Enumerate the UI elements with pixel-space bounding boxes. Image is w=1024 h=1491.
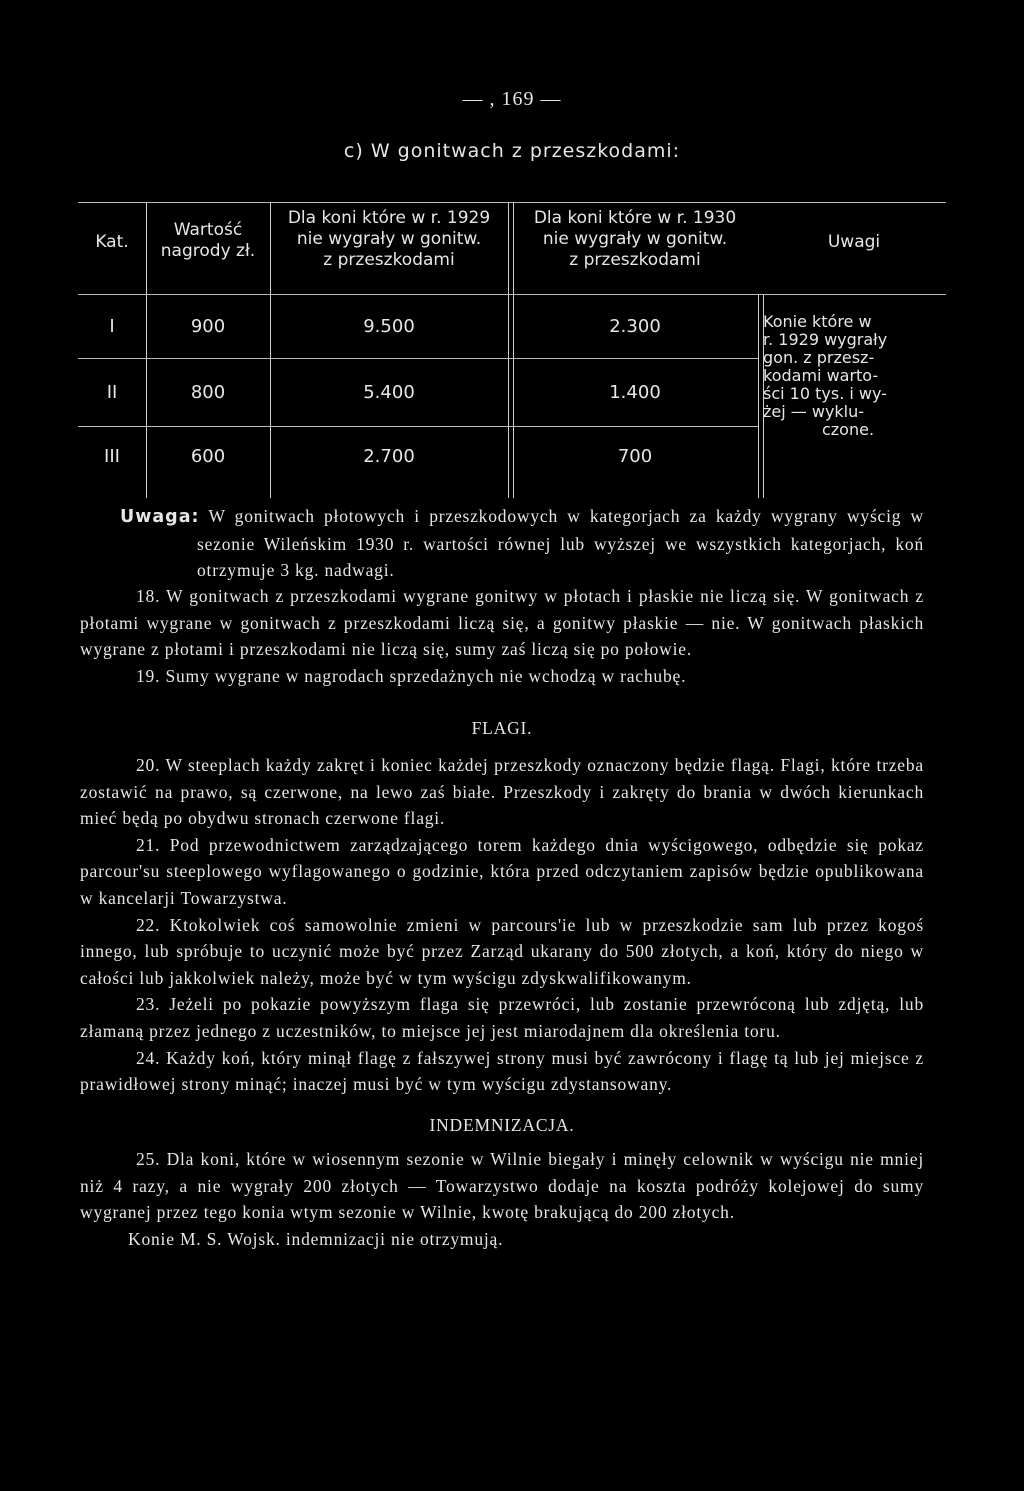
row-3-1930: 700 — [617, 446, 653, 467]
paragraph-26: Konie M. S. Wojsk. indemnizacji nie otrzymują. — [128, 1229, 504, 1250]
row-1-wartosc: 900 — [190, 316, 226, 337]
row-1-1930: 2.300 — [609, 316, 661, 337]
remarks-line: Konie które w — [763, 312, 872, 331]
header-wartosc — [146, 220, 270, 262]
row-2-1930: 1.400 — [609, 382, 661, 403]
row-3-1929: 2.700 — [363, 446, 415, 467]
paragraph-21: 21. Pod przewodnictwem zarządzającego torem każdego dnia wyścigowego, odbędzie się pokaz parcour'su steeplowego wyflagowanego o godzinie, która przed odczytaniem zapisów będzie opublikowana w kancelarji Towarzystwa. — [80, 834, 924, 908]
row-2-wartosc: 800 — [190, 382, 226, 403]
paragraph-22: 22. Ktokolwiek coś samowolnie zmieni w parcours'ie lub w przeszkodzie sam lub przez kogoś innego, lub spróbuje to uczynić może być przez Zarząd ukarany do 500 złotych, a koń, który do niego w całości lub jakkolwiek należy, może być w tym wyścigu zdyskwalifikowanym. — [80, 914, 924, 988]
header-rule — [78, 294, 946, 295]
uwaga-label: Uwaga: — [120, 507, 200, 527]
row-2-1929: 5.400 — [363, 382, 415, 403]
remarks-line: czone. — [821, 420, 875, 439]
paragraph-19: 19. Sumy wygrane w nagrodach sprzedażnych nie wchodzą w rachubę. — [136, 665, 687, 686]
header-1930-line: z przeszkodami — [569, 250, 701, 270]
page-number: — , 169 — — [462, 88, 562, 110]
row-1-kat: I — [109, 316, 115, 337]
header-1929-line: z przeszkodami — [323, 250, 455, 270]
body-text — [80, 583, 924, 1253]
header-1929 — [270, 208, 508, 271]
prize-table — [78, 200, 946, 500]
row-rule — [78, 358, 758, 359]
remarks-line: gon. z przesz- — [763, 348, 875, 367]
remarks-line: kodami warto- — [763, 366, 879, 385]
row-rule — [78, 426, 758, 427]
header-1929-line: nie wygrały w gonitw. — [296, 229, 482, 249]
row-3-wartosc: 600 — [190, 446, 226, 467]
header-wartosc-line: Wartość — [173, 220, 243, 240]
header-wartosc-line: nagrody zł. — [160, 241, 256, 261]
header-1929-line: Dla koni które w r. 1929 — [287, 208, 491, 228]
heading-indemnizacja: INDEMNIZACJA. — [429, 1114, 575, 1135]
row-1-1929: 9.500 — [363, 316, 415, 337]
paragraph-25: 25. Dla koni, które w wiosennym sezonie w Wilnie biegały i minęły celownik w wyścigu nie mniej niż 4 razy, a nie wygrały 200 złotych — Towarzystwo dodaje na koszta podróży kolejowej do sumy wygranej przez tego konia wtym sezonie w Wilnie, kwotę brakującą do 200 złotych. — [80, 1149, 924, 1223]
row-2-kat: II — [106, 382, 118, 403]
heading-flagi: FLAGI. — [471, 718, 533, 739]
paragraph-24: 24. Każdy koń, który minął flagę z fałszywej strony musi być zawrócony i flagę tą lub jej miejsce z prawidłowej strony minąć; inaczej musi być w tym wyścigu zdystansowany. — [80, 1047, 924, 1095]
uwaga-note — [80, 503, 924, 584]
header-uwagi: Uwagi — [827, 232, 881, 252]
section-heading: c) W gonitwach z przeszkodami: — [343, 140, 681, 162]
remarks-line: ści 10 tys. i wy- — [763, 384, 887, 403]
paragraph-23: 23. Jeżeli po pokazie powyższym flaga się przewróci, lub zostanie przewróconą lub zdjętą, lub złamaną przez jednego z uczestników, to miejsce jej jest miarodajnem dla określenia toru. — [80, 994, 924, 1041]
header-1930 — [512, 208, 758, 271]
paragraph-18: 18. W gonitwach z przeszkodami wygrane gonitwy w płotach i płaskie nie liczą się. W gonitwach z płotami wygrane w gonitwach z przeszkodami liczą się, a gonitwy płaskie — nie. W gonitwach płaskich wygrane z płotami i przeszkodami nie liczą się, sumy zaś liczą się po połowie. — [80, 586, 924, 660]
header-1930-line: nie wygrały w gonitw. — [542, 229, 728, 249]
remarks-line: r. 1929 wygrały — [763, 330, 888, 349]
remarks-line: żej — wyklu- — [763, 402, 865, 421]
header-1930-line: Dla koni które w r. 1930 — [533, 208, 737, 228]
uwaga-text: W gonitwach płotowych i przeszkodowych w kategorjach za każdy wygrany wyścig w sezonie Wileńskim 1930 r. wartości równej lub wyższej we wszystkich kategorjach, koń otrzymuje 3 kg. nadwagi. — [197, 506, 924, 581]
row-3-kat: III — [104, 446, 120, 467]
paragraph-20: 20. W steeplach każdy zakręt i koniec każdej przeszkody oznaczony będzie flagą. Flagi, które trzeba zostawić na prawo, są czerwone, na lewo zaś białe. Przeszkody i zakręty do brania w dwóch kierunkach mieć będą po obydwu stronach czerwone flagi. — [80, 754, 924, 829]
remarks-cell — [763, 313, 933, 439]
header-kat: Kat. — [95, 232, 129, 252]
